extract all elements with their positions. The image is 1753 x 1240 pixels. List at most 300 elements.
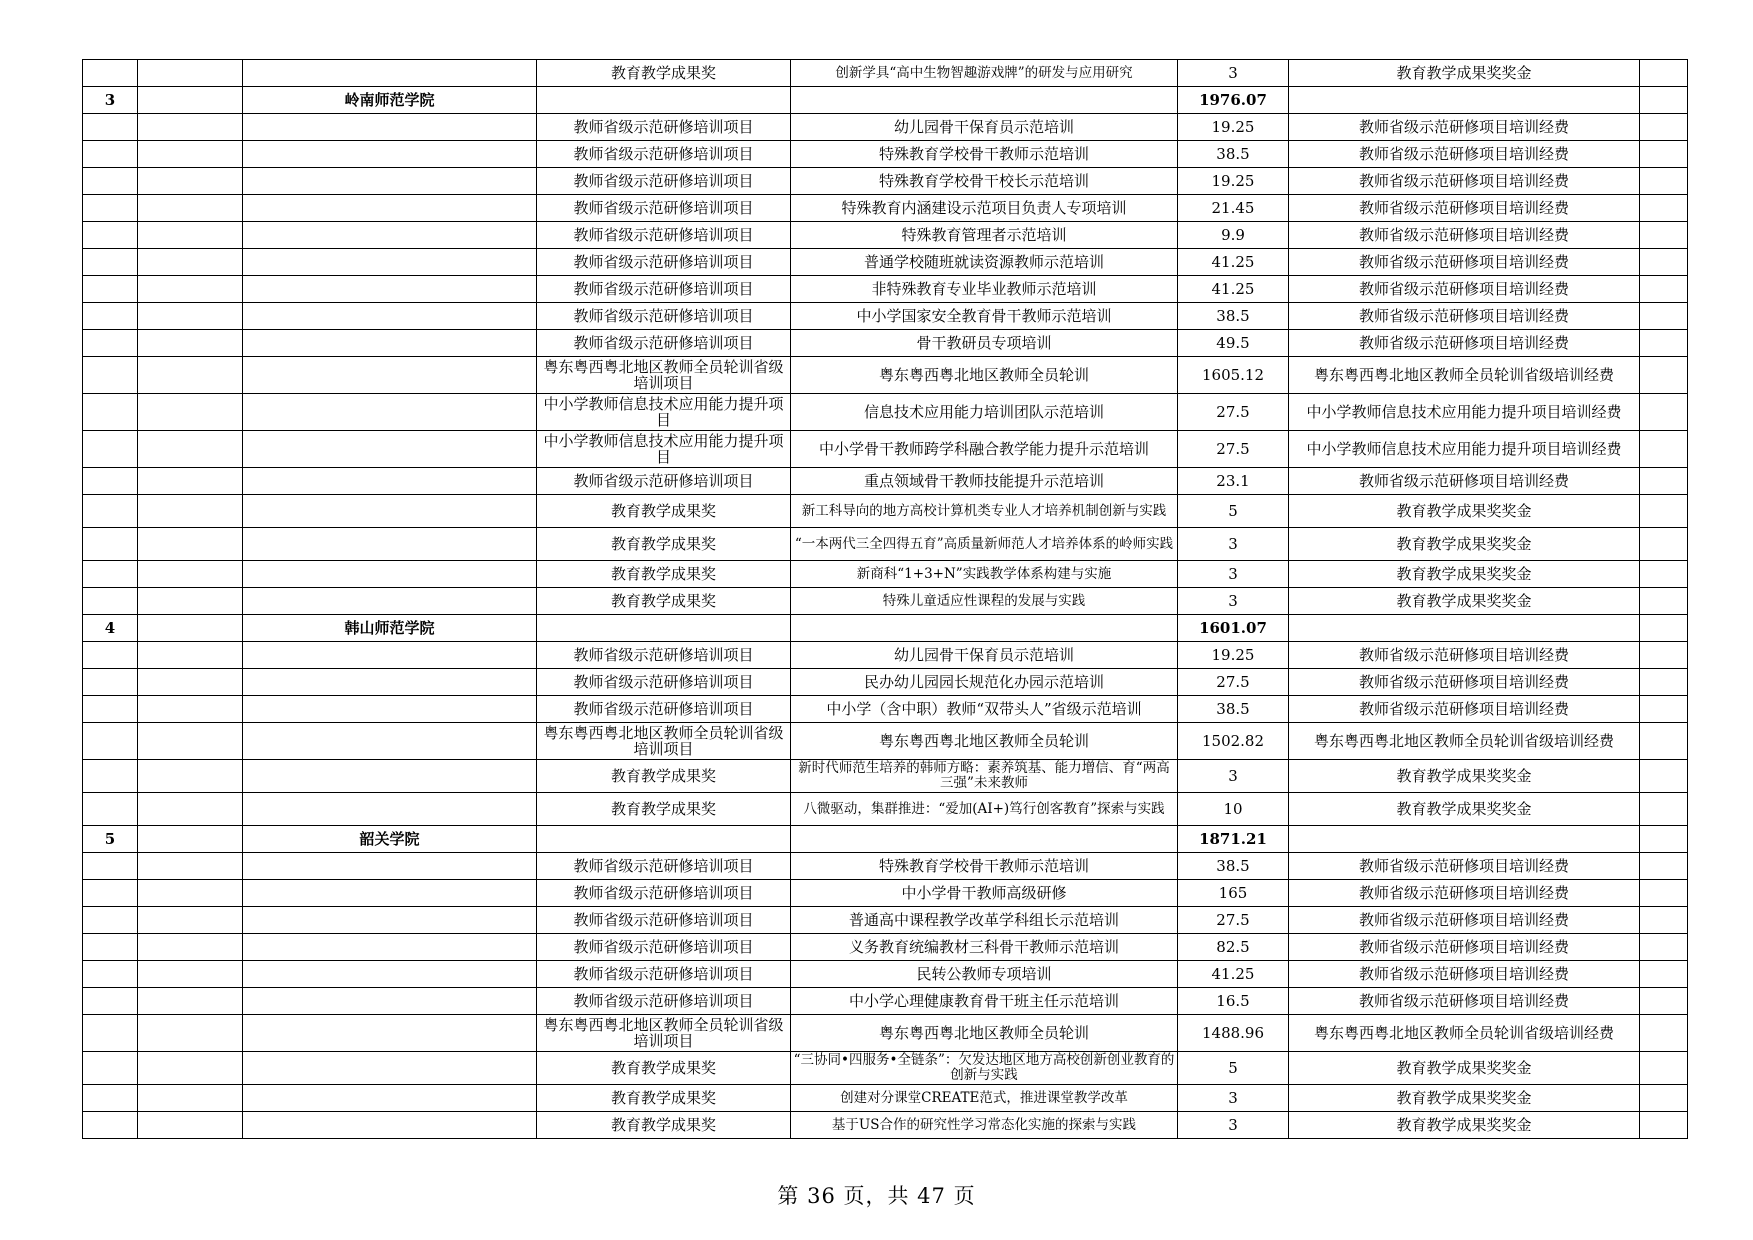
project-name: 中小学国家安全教育骨干教师示范培训 [791,303,1178,330]
empty-cell [243,528,537,561]
funding-purpose: 中小学教师信息技术应用能力提升项目培训经费 [1289,431,1640,468]
row-number: 3 [83,87,138,114]
amount: 1502.82 [1178,723,1289,760]
empty-cell [83,495,138,528]
empty-cell [1640,276,1688,303]
empty-cell [83,114,138,141]
empty-cell [1640,696,1688,723]
project-name: 民办幼儿园园长规范化办园示范培训 [791,669,1178,696]
project-name: 骨干教研员专项培训 [791,330,1178,357]
empty-cell [83,696,138,723]
empty-cell [83,141,138,168]
empty-cell [83,853,138,880]
empty-cell [83,1085,138,1112]
funding-purpose: 教师省级示范研修项目培训经费 [1289,853,1640,880]
empty-cell [83,880,138,907]
empty-cell [243,1015,537,1052]
project-name: “一本两代三全四得五育”高质量新师范人才培养体系的岭师实践 [791,528,1178,561]
empty-cell [1640,642,1688,669]
empty-cell [243,1112,537,1139]
institution-name: 韶关学院 [243,826,537,853]
empty-cell [1640,988,1688,1015]
amount: 49.5 [1178,330,1289,357]
empty-cell [138,907,243,934]
empty-cell [138,468,243,495]
empty-cell [243,330,537,357]
project-row [83,330,1688,357]
project-row [83,195,1688,222]
funding-purpose: 教师省级示范研修项目培训经费 [1289,468,1640,495]
project-row [83,394,1688,431]
empty-cell [83,642,138,669]
project-row [83,588,1688,615]
amount: 19.25 [1178,642,1289,669]
funding-purpose: 教育教学成果奖奖金 [1289,495,1640,528]
empty-cell [243,468,537,495]
amount: 3 [1178,1085,1289,1112]
amount: 16.5 [1178,988,1289,1015]
empty-cell [243,141,537,168]
project-type: 教育教学成果奖 [537,495,791,528]
empty-cell [243,1052,537,1085]
empty-cell [83,669,138,696]
empty-cell [83,961,138,988]
funding-purpose: 教育教学成果奖奖金 [1289,1085,1640,1112]
project-type: 教育教学成果奖 [537,760,791,793]
amount: 165 [1178,880,1289,907]
project-name: 八微驱动，集群推进：“爱加(AI+)笃行创客教育”探索与实践 [791,793,1178,826]
project-row [83,468,1688,495]
empty-cell [138,988,243,1015]
amount: 1488.96 [1178,1015,1289,1052]
amount: 38.5 [1178,141,1289,168]
empty-cell [1640,303,1688,330]
project-type: 教师省级示范研修培训项目 [537,141,791,168]
project-name: 幼儿园骨干保育员示范培训 [791,642,1178,669]
project-name: 幼儿园骨干保育员示范培训 [791,114,1178,141]
project-type: 教师省级示范研修培训项目 [537,934,791,961]
project-name: 特殊教育学校骨干校长示范培训 [791,168,1178,195]
empty-cell [138,528,243,561]
funding-purpose: 教师省级示范研修项目培训经费 [1289,222,1640,249]
project-type: 教师省级示范研修培训项目 [537,276,791,303]
project-name: 新商科“1+3+N”实践教学体系构建与实施 [791,561,1178,588]
empty-cell [1640,495,1688,528]
empty-cell [243,760,537,793]
project-name: 粤东粤西粤北地区教师全员轮训 [791,1015,1178,1052]
project-type: 教师省级示范研修培训项目 [537,222,791,249]
empty-cell [138,793,243,826]
empty-cell [1289,615,1640,642]
institution-row [83,615,1688,642]
amount: 41.25 [1178,276,1289,303]
empty-cell [83,222,138,249]
empty-cell [243,793,537,826]
project-name: 义务教育统编教材三科骨干教师示范培训 [791,934,1178,961]
project-row [83,907,1688,934]
project-type: 教师省级示范研修培训项目 [537,303,791,330]
project-row [83,141,1688,168]
empty-cell [1640,961,1688,988]
project-type: 教师省级示范研修培训项目 [537,961,791,988]
project-type: 教育教学成果奖 [537,561,791,588]
project-type: 教师省级示范研修培训项目 [537,114,791,141]
amount: 38.5 [1178,696,1289,723]
project-row [83,642,1688,669]
funding-purpose: 教育教学成果奖奖金 [1289,528,1640,561]
amount: 3 [1178,561,1289,588]
allocation-table [82,59,1688,1139]
project-type: 教师省级示范研修培训项目 [537,468,791,495]
empty-cell [1640,934,1688,961]
project-name: 新工科导向的地方高校计算机类专业人才培养机制创新与实践 [791,495,1178,528]
empty-cell [83,357,138,394]
project-type: 教育教学成果奖 [537,528,791,561]
empty-cell [138,669,243,696]
funding-purpose: 教师省级示范研修项目培训经费 [1289,642,1640,669]
funding-purpose: 教师省级示范研修项目培训经费 [1289,303,1640,330]
project-type: 粤东粤西粤北地区教师全员轮训省级培训项目 [537,723,791,760]
project-row [83,249,1688,276]
funding-purpose: 教师省级示范研修项目培训经费 [1289,114,1640,141]
institution-name: 韩山师范学院 [243,615,537,642]
funding-purpose: 教师省级示范研修项目培训经费 [1289,669,1640,696]
empty-cell [138,114,243,141]
empty-cell [1640,561,1688,588]
empty-cell [1640,431,1688,468]
empty-cell [1640,141,1688,168]
project-name: 特殊教育内涵建设示范项目负责人专项培训 [791,195,1178,222]
project-name: 中小学骨干教师跨学科融合教学能力提升示范培训 [791,431,1178,468]
funding-purpose: 粤东粤西粤北地区教师全员轮训省级培训经费 [1289,723,1640,760]
empty-cell [1640,907,1688,934]
empty-cell [138,961,243,988]
amount: 3 [1178,528,1289,561]
amount: 27.5 [1178,669,1289,696]
project-type: 教师省级示范研修培训项目 [537,696,791,723]
project-type: 粤东粤西粤北地区教师全员轮训省级培训项目 [537,1015,791,1052]
funding-purpose: 教育教学成果奖奖金 [1289,1112,1640,1139]
funding-purpose: 教师省级示范研修项目培训经费 [1289,988,1640,1015]
empty-cell [1640,1085,1688,1112]
empty-cell [83,528,138,561]
empty-cell [1640,168,1688,195]
empty-cell [138,853,243,880]
empty-cell [243,276,537,303]
project-type: 中小学教师信息技术应用能力提升项目 [537,431,791,468]
empty-cell [138,1112,243,1139]
empty-cell [83,1112,138,1139]
amount: 41.25 [1178,249,1289,276]
empty-cell [243,934,537,961]
project-name: 特殊教育学校骨干教师示范培训 [791,141,1178,168]
funding-purpose: 教师省级示范研修项目培训经费 [1289,961,1640,988]
empty-cell [138,588,243,615]
empty-cell [1640,87,1688,114]
empty-cell [1640,60,1688,87]
amount: 1605.12 [1178,357,1289,394]
project-row [83,961,1688,988]
project-type: 教育教学成果奖 [537,1085,791,1112]
empty-cell [243,907,537,934]
project-row [83,1112,1688,1139]
institution-name: 岭南师范学院 [243,87,537,114]
amount: 19.25 [1178,114,1289,141]
amount: 5 [1178,495,1289,528]
project-type: 教师省级示范研修培训项目 [537,330,791,357]
project-row [83,431,1688,468]
empty-cell [83,793,138,826]
amount: 41.25 [1178,961,1289,988]
project-row [83,276,1688,303]
empty-cell [138,249,243,276]
amount: 19.25 [1178,168,1289,195]
amount: 38.5 [1178,853,1289,880]
funding-purpose: 教育教学成果奖奖金 [1289,1052,1640,1085]
empty-cell [1640,222,1688,249]
empty-cell [1640,195,1688,222]
project-name: 普通高中课程教学改革学科组长示范培训 [791,907,1178,934]
empty-cell [83,1015,138,1052]
funding-purpose: 教育教学成果奖奖金 [1289,760,1640,793]
empty-cell [83,760,138,793]
project-name: 重点领域骨干教师技能提升示范培训 [791,468,1178,495]
empty-cell [1640,615,1688,642]
funding-purpose: 教师省级示范研修项目培训经费 [1289,141,1640,168]
project-type: 教师省级示范研修培训项目 [537,195,791,222]
empty-cell [243,394,537,431]
empty-cell [1640,528,1688,561]
project-row [83,696,1688,723]
project-name: 民转公教师专项培训 [791,961,1178,988]
funding-purpose: 中小学教师信息技术应用能力提升项目培训经费 [1289,394,1640,431]
empty-cell [1640,880,1688,907]
empty-cell [1640,669,1688,696]
empty-cell [138,1015,243,1052]
empty-cell [138,723,243,760]
project-name: 基于US合作的研究性学习常态化实施的探索与实践 [791,1112,1178,1139]
empty-cell [83,468,138,495]
empty-cell [138,934,243,961]
project-row [83,1052,1688,1085]
empty-cell [138,880,243,907]
project-name: 信息技术应用能力培训团队示范培训 [791,394,1178,431]
empty-cell [243,880,537,907]
empty-cell [83,330,138,357]
empty-cell [83,195,138,222]
project-row [83,528,1688,561]
funding-purpose: 教育教学成果奖奖金 [1289,588,1640,615]
amount: 27.5 [1178,907,1289,934]
empty-cell [83,723,138,760]
funding-purpose: 教师省级示范研修项目培训经费 [1289,907,1640,934]
funding-purpose: 教师省级示范研修项目培训经费 [1289,168,1640,195]
funding-purpose: 教师省级示范研修项目培训经费 [1289,249,1640,276]
empty-cell [243,988,537,1015]
project-type: 教师省级示范研修培训项目 [537,907,791,934]
empty-cell [1289,826,1640,853]
empty-cell [83,168,138,195]
amount: 3 [1178,760,1289,793]
funding-purpose: 粤东粤西粤北地区教师全员轮训省级培训经费 [1289,357,1640,394]
amount: 3 [1178,588,1289,615]
project-row [83,853,1688,880]
empty-cell [138,1085,243,1112]
amount: 3 [1178,1112,1289,1139]
funding-purpose: 教师省级示范研修项目培训经费 [1289,696,1640,723]
empty-cell [138,826,243,853]
empty-cell [791,826,1178,853]
empty-cell [138,303,243,330]
empty-cell [1640,826,1688,853]
institution-total: 1976.07 [1178,87,1289,114]
empty-cell [243,495,537,528]
amount: 21.45 [1178,195,1289,222]
page-number: 第 36 页，共 47 页 [777,1184,976,1208]
project-row [83,760,1688,793]
empty-cell [138,357,243,394]
empty-cell [243,961,537,988]
empty-cell [243,249,537,276]
institution-row [83,87,1688,114]
empty-cell [243,723,537,760]
funding-purpose: 教师省级示范研修项目培训经费 [1289,330,1640,357]
empty-cell [1640,330,1688,357]
project-name: 粤东粤西粤北地区教师全员轮训 [791,357,1178,394]
project-type: 教师省级示范研修培训项目 [537,669,791,696]
empty-cell [243,669,537,696]
project-type: 教师省级示范研修培训项目 [537,853,791,880]
empty-cell [243,1085,537,1112]
empty-cell [138,195,243,222]
project-type: 教育教学成果奖 [537,60,791,87]
project-type: 教师省级示范研修培训项目 [537,642,791,669]
funding-purpose: 教师省级示范研修项目培训经费 [1289,195,1640,222]
amount: 5 [1178,1052,1289,1085]
project-name: 粤东粤西粤北地区教师全员轮训 [791,723,1178,760]
empty-cell [138,394,243,431]
project-row [83,793,1688,826]
empty-cell [1640,249,1688,276]
funding-purpose: 教师省级示范研修项目培训经费 [1289,276,1640,303]
empty-cell [1640,723,1688,760]
project-row [83,303,1688,330]
project-type: 教育教学成果奖 [537,588,791,615]
project-name: 中小学骨干教师高级研修 [791,880,1178,907]
empty-cell [791,87,1178,114]
empty-cell [243,195,537,222]
amount: 9.9 [1178,222,1289,249]
empty-cell [537,826,791,853]
empty-cell [1289,87,1640,114]
project-row [83,988,1688,1015]
empty-cell [1640,793,1688,826]
funding-purpose: 教师省级示范研修项目培训经费 [1289,934,1640,961]
empty-cell [1640,394,1688,431]
amount: 10 [1178,793,1289,826]
row-number: 5 [83,826,138,853]
empty-cell [243,303,537,330]
empty-cell [138,760,243,793]
project-row [83,934,1688,961]
project-row [83,723,1688,760]
funding-purpose: 教育教学成果奖奖金 [1289,561,1640,588]
funding-purpose: 粤东粤西粤北地区教师全员轮训省级培训经费 [1289,1015,1640,1052]
project-type: 教师省级示范研修培训项目 [537,249,791,276]
empty-cell [243,642,537,669]
amount: 3 [1178,60,1289,87]
project-name: 中小学心理健康教育骨干班主任示范培训 [791,988,1178,1015]
empty-cell [1640,1015,1688,1052]
row-number: 4 [83,615,138,642]
project-type: 粤东粤西粤北地区教师全员轮训省级培训项目 [537,357,791,394]
project-row [83,60,1688,87]
empty-cell [537,615,791,642]
project-name: 创建对分课堂CREATE范式，推进课堂教学改革 [791,1085,1178,1112]
empty-cell [83,588,138,615]
amount: 38.5 [1178,303,1289,330]
amount: 27.5 [1178,394,1289,431]
project-type: 教师省级示范研修培训项目 [537,988,791,1015]
project-name: 特殊教育管理者示范培训 [791,222,1178,249]
empty-cell [83,988,138,1015]
project-row [83,222,1688,249]
project-name: 非特殊教育专业毕业教师示范培训 [791,276,1178,303]
project-type: 教育教学成果奖 [537,1052,791,1085]
institution-total: 1601.07 [1178,615,1289,642]
project-row [83,114,1688,141]
project-type: 教师省级示范研修培训项目 [537,168,791,195]
institution-total: 1871.21 [1178,826,1289,853]
project-row [83,561,1688,588]
empty-cell [138,561,243,588]
empty-cell [243,696,537,723]
empty-cell [1640,853,1688,880]
empty-cell [83,431,138,468]
empty-cell [1640,468,1688,495]
empty-cell [1640,1112,1688,1139]
empty-cell [791,615,1178,642]
empty-cell [138,431,243,468]
empty-cell [138,330,243,357]
empty-cell [83,276,138,303]
project-name: “三协同•四服务•全链条”：欠发达地区地方高校创新创业教育的创新与实践 [791,1052,1178,1085]
project-name: 创新学具“高中生物智趣游戏牌”的研发与应用研究 [791,60,1178,87]
project-name: 特殊教育学校骨干教师示范培训 [791,853,1178,880]
empty-cell [243,114,537,141]
empty-cell [243,588,537,615]
project-row [83,357,1688,394]
project-type: 中小学教师信息技术应用能力提升项目 [537,394,791,431]
empty-cell [243,853,537,880]
empty-cell [138,276,243,303]
project-row [83,669,1688,696]
funding-purpose: 教育教学成果奖奖金 [1289,60,1640,87]
empty-cell [83,394,138,431]
project-name: 普通学校随班就读资源教师示范培训 [791,249,1178,276]
project-row [83,880,1688,907]
empty-cell [138,495,243,528]
empty-cell [138,168,243,195]
empty-cell [1640,1052,1688,1085]
empty-cell [138,642,243,669]
empty-cell [243,561,537,588]
empty-cell [83,561,138,588]
project-type: 教育教学成果奖 [537,793,791,826]
empty-cell [243,168,537,195]
amount: 23.1 [1178,468,1289,495]
empty-cell [1640,760,1688,793]
